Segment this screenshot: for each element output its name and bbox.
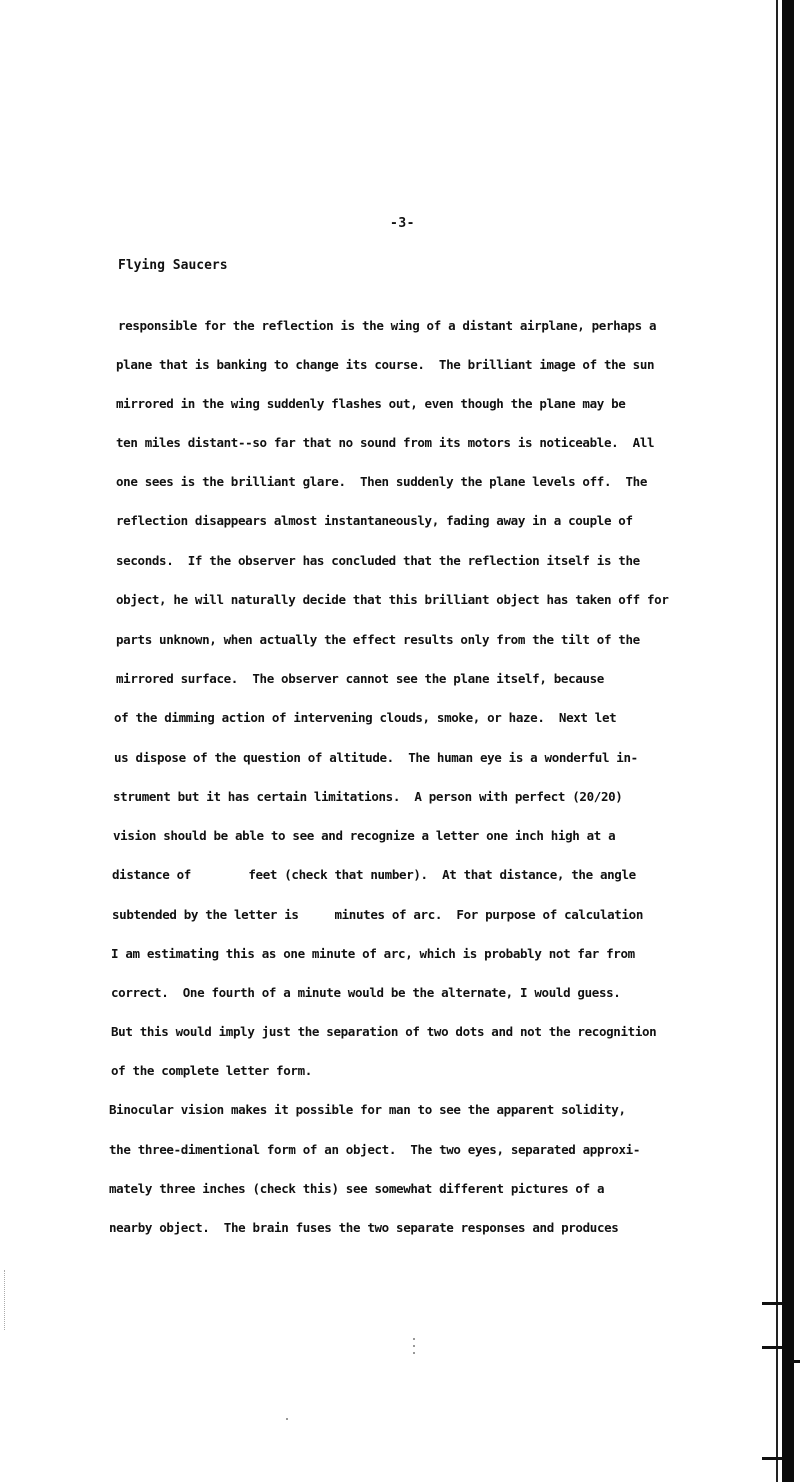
scan-edge-tick bbox=[762, 1457, 782, 1460]
scan-speck bbox=[413, 1345, 415, 1347]
body-line: subtended by the letter is minutes of arc. For purpose of calculation bbox=[112, 907, 643, 922]
scan-edge-bar bbox=[782, 0, 794, 1482]
body-line: vision should be able to see and recognize a letter one inch high at a bbox=[113, 828, 616, 843]
body-line: reflection disappears almost instantaneously, fading away in a couple of bbox=[116, 513, 633, 528]
scan-speck bbox=[413, 1338, 415, 1340]
scan-speck bbox=[286, 1418, 288, 1420]
body-line: mately three inches (check this) see somewhat different pictures of a bbox=[109, 1181, 605, 1196]
body-line: the three-dimentional form of an object. The two eyes, separated approxi- bbox=[109, 1142, 640, 1157]
scan-edge-tick bbox=[790, 1360, 800, 1363]
body-line: correct. One fourth of a minute would be the alternate, I would guess. bbox=[111, 985, 621, 1000]
body-line: nearby object. The brain fuses the two separate responses and produces bbox=[109, 1220, 619, 1235]
scan-speck bbox=[413, 1352, 415, 1354]
body-line: of the complete letter form. bbox=[111, 1063, 312, 1078]
body-line: I am estimating this as one minute of arc, which is probably not far from bbox=[111, 946, 635, 961]
scan-edge-tick bbox=[762, 1346, 782, 1349]
body-line: mirrored in the wing suddenly flashes out, even though the plane may be bbox=[116, 396, 626, 411]
body-line: ten miles distant--so far that no sound from its motors is noticeable. All bbox=[116, 435, 655, 450]
scan-edge-line bbox=[776, 0, 778, 1482]
body-line: of the dimming action of intervening clouds, smoke, or haze. Next let bbox=[114, 710, 617, 725]
body-line: But this would imply just the separation of two dots and not the recognition bbox=[111, 1024, 657, 1039]
page-number: -3- bbox=[390, 216, 415, 231]
body-line: object, he will naturally decide that this brilliant object has taken off for bbox=[116, 592, 669, 607]
body-line: mirrored surface. The observer cannot see the plane itself, because bbox=[116, 671, 604, 686]
scan-dotted-margin bbox=[4, 1270, 7, 1330]
body-line: plane that is banking to change its course. The brilliant image of the sun bbox=[116, 357, 655, 372]
body-line: us dispose of the question of altitude. The human eye is a wonderful in- bbox=[114, 750, 638, 765]
scan-edge-tick bbox=[762, 1302, 782, 1305]
body-line: Binocular vision makes it possible for man to see the apparent solidity, bbox=[109, 1102, 626, 1117]
body-line: responsible for the reflection is the wing of a distant airplane, perhaps a bbox=[118, 318, 657, 333]
body-line: parts unknown, when actually the effect results only from the tilt of the bbox=[116, 632, 640, 647]
body-line: distance of feet (check that number). At that distance, the angle bbox=[112, 867, 636, 882]
running-head: Flying Saucers bbox=[118, 258, 228, 273]
body-line: seconds. If the observer has concluded that the reflection itself is the bbox=[116, 553, 640, 568]
body-line: strument but it has certain limitations. A person with perfect (20/20) bbox=[113, 789, 623, 804]
body-line: one sees is the brilliant glare. Then suddenly the plane levels off. The bbox=[116, 474, 647, 489]
